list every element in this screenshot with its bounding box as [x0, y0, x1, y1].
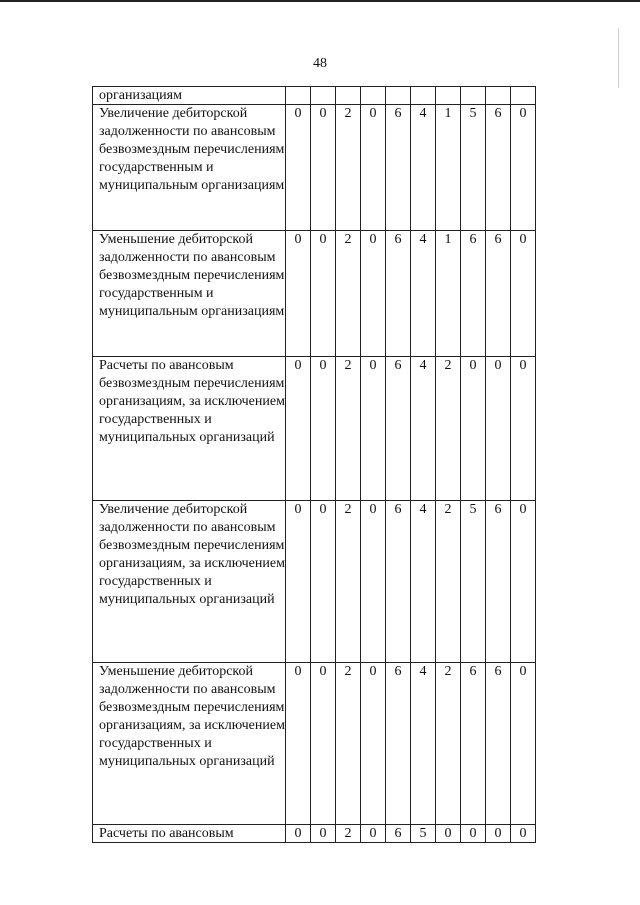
code-digit-cell: [461, 87, 486, 105]
code-digit-cell: 4: [411, 105, 436, 231]
code-digit-cell: 0: [311, 501, 336, 663]
code-digit-cell: 6: [486, 105, 511, 231]
code-digit-cell: 0: [461, 825, 486, 843]
scan-artifact: [618, 28, 619, 88]
row-label: Увеличение дебиторской задолженности по авансовым безвозмездным перечислениям государственным и муниципальным организациям: [93, 105, 286, 231]
table-row: [93, 231, 536, 357]
code-digit-cell: 6: [386, 663, 411, 825]
code-digit-cell: [386, 87, 411, 105]
code-digit-cell: 2: [436, 663, 461, 825]
code-digit-cell: 0: [361, 357, 386, 501]
code-digit-cell: 6: [486, 663, 511, 825]
row-label: Уменьшение дебиторской задолженности по авансовым безвозмездным перечислениям организациям, за исключением государственных и муниципальных организаций: [93, 663, 286, 825]
code-digit-cell: 0: [511, 357, 536, 501]
table-row: [93, 825, 536, 843]
row-label: Уменьшение дебиторской задолженности по авансовым безвозмездным перечислениям государственным и муниципальным организациям: [93, 231, 286, 357]
table-row: [93, 105, 536, 231]
code-digit-cell: 5: [411, 825, 436, 843]
page-number: 48: [313, 56, 327, 71]
code-digit-cell: 6: [386, 105, 411, 231]
code-digit-cell: 2: [436, 357, 461, 501]
code-digit-cell: 1: [436, 105, 461, 231]
code-digit-cell: 0: [511, 663, 536, 825]
code-digit-cell: 2: [336, 501, 361, 663]
code-digit-cell: 2: [436, 501, 461, 663]
table-row: [93, 663, 536, 825]
code-digit-cell: 0: [311, 825, 336, 843]
table-row: [93, 357, 536, 501]
code-digit-cell: 0: [361, 825, 386, 843]
code-digit-cell: 0: [286, 105, 311, 231]
code-digit-cell: 6: [386, 825, 411, 843]
code-digit-cell: 0: [286, 825, 311, 843]
code-digit-cell: 0: [286, 501, 311, 663]
code-digit-cell: 6: [386, 357, 411, 501]
code-digit-cell: 0: [486, 825, 511, 843]
code-digit-cell: 4: [411, 357, 436, 501]
code-digit-cell: [411, 87, 436, 105]
code-digit-cell: 0: [361, 501, 386, 663]
row-label: Расчеты по авансовым: [93, 825, 286, 843]
code-digit-cell: 0: [286, 231, 311, 357]
code-digit-cell: 4: [411, 501, 436, 663]
code-digit-cell: 0: [486, 357, 511, 501]
code-digit-cell: 5: [461, 501, 486, 663]
account-codes-table: [92, 86, 536, 843]
code-digit-cell: 2: [336, 357, 361, 501]
code-digit-cell: 2: [336, 231, 361, 357]
code-digit-cell: 2: [336, 825, 361, 843]
code-digit-cell: 0: [511, 825, 536, 843]
code-digit-cell: 2: [336, 105, 361, 231]
code-digit-cell: 6: [461, 663, 486, 825]
code-digit-cell: 0: [361, 663, 386, 825]
code-digit-cell: 0: [361, 231, 386, 357]
code-digit-cell: 0: [511, 231, 536, 357]
code-digit-cell: 6: [486, 231, 511, 357]
code-digit-cell: [511, 87, 536, 105]
code-digit-cell: 0: [311, 357, 336, 501]
code-digit-cell: 6: [386, 501, 411, 663]
code-digit-cell: [436, 87, 461, 105]
code-digit-cell: 0: [311, 231, 336, 357]
code-digit-cell: 4: [411, 231, 436, 357]
code-digit-cell: [486, 87, 511, 105]
code-digit-cell: 2: [336, 663, 361, 825]
code-digit-cell: 0: [511, 501, 536, 663]
table-row: [93, 501, 536, 663]
code-digit-cell: 0: [286, 663, 311, 825]
table-row: [93, 87, 536, 105]
code-digit-cell: 1: [436, 231, 461, 357]
code-digit-cell: [336, 87, 361, 105]
code-digit-cell: 4: [411, 663, 436, 825]
code-digit-cell: [361, 87, 386, 105]
code-digit-cell: 0: [311, 105, 336, 231]
code-digit-cell: 5: [461, 105, 486, 231]
code-digit-cell: 0: [461, 357, 486, 501]
code-digit-cell: 0: [286, 357, 311, 501]
code-digit-cell: [286, 87, 311, 105]
code-digit-cell: 0: [361, 105, 386, 231]
code-digit-cell: 6: [486, 501, 511, 663]
code-digit-cell: 6: [461, 231, 486, 357]
row-label: Увеличение дебиторской задолженности по авансовым безвозмездным перечислениям организациям, за исключением государственных и муниципальных организаций: [93, 501, 286, 663]
top-border: [0, 0, 640, 2]
row-label: организациям: [93, 87, 286, 105]
code-digit-cell: 0: [436, 825, 461, 843]
code-digit-cell: 6: [386, 231, 411, 357]
code-digit-cell: 0: [311, 663, 336, 825]
code-digit-cell: [311, 87, 336, 105]
row-label: Расчеты по авансовым безвозмездным перечислениям организациям, за исключением государственных и муниципальных организаций: [93, 357, 286, 501]
code-digit-cell: 0: [511, 105, 536, 231]
